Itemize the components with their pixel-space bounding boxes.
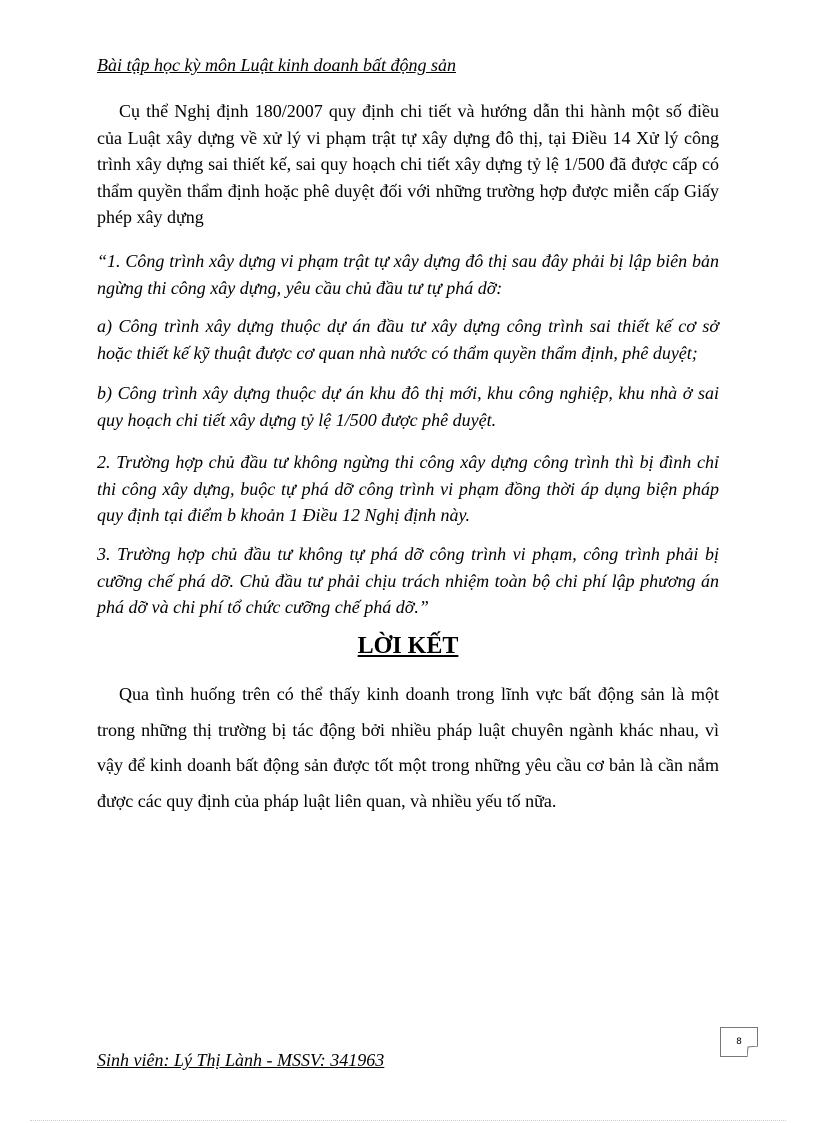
page-number-box: [720, 1027, 758, 1057]
page-curl-icon: [747, 1046, 758, 1057]
quote-clause-a: a) Công trình xây dựng thuộc dự án đầu tư xây dựng công trình sai thiết kế cơ sở hoặc thiết kế kỹ thuật được cơ quan nhà nước có thẩm quyền thẩm định, phê duyệt;: [97, 316, 719, 363]
quote-clause-b: b) Công trình xây dựng thuộc dự án khu đô thị mới, khu công nghiệp, khu nhà ở sai quy hoạch chi tiết xây dựng tỷ lệ 1/500 được phê duyệt.: [97, 383, 719, 430]
quote-clause-1: “1. Công trình xây dựng vi phạm trật tự xây dựng đô thị sau đây phải bị lập biên bản ngừng thi công xây dựng, yêu cầu chủ đầu tư tự phá dỡ:: [97, 251, 719, 298]
page-header-title: Bài tập học kỳ môn Luật kinh doanh bất động sản: [97, 55, 456, 75]
closing-heading-text: LỜI KẾT: [357, 633, 459, 659]
footer-divider: [30, 1120, 786, 1121]
quote-clause-3: 3. Trường hợp chủ đầu tư không tự phá dỡ công trình vi phạm, công trình phải bị cưỡng chế phá dỡ. Chủ đầu tư phải chịu trách nhiệm toàn bộ chi phí lập phương án phá dỡ và chi phí tổ chức cưỡng chế phá dỡ.”: [97, 544, 719, 617]
footer-student-info: Sinh viên: Lý Thị Lành - MSSV: 341963: [97, 1050, 385, 1070]
closing-paragraph: Qua tình huống trên có thể thấy kinh doanh trong lĩnh vực bất động sản là một trong những thị trường bị tác động bởi nhiều pháp luật chuyên ngành khác nhau, vì vậy để kinh doanh bất động sản được tốt một trong những yêu cầu cơ bản là cần nắm được các quy định của pháp luật liên quan, và nhiều yếu tố nữa.: [97, 684, 719, 811]
closing-heading: [0, 633, 816, 660]
page-number: 8: [736, 1037, 742, 1047]
intro-paragraph: Cụ thể Nghị định 180/2007 quy định chi tiết và hướng dẫn thi hành một số điều của Luật xây dựng về xử lý vi phạm trật tự xây dựng đô thị, tại Điều 14 Xử lý công trình xây dựng sai thiết kế, sai quy hoạch chi tiết xây dựng tỷ lệ 1/500 đã được cấp có thẩm quyền thẩm định hoặc phê duyệt đối với những trường hợp được miễn cấp Giấy phép xây dựng: [97, 101, 719, 227]
quote-clause-2: 2. Trường hợp chủ đầu tư không ngừng thi công xây dựng công trình thì bị đình chỉ thi công xây dựng, buộc tự phá dỡ công trình vi phạm đồng thời áp dụng biện pháp quy định tại điểm b khoản 1 Điều 12 Nghị định này.: [97, 452, 719, 525]
